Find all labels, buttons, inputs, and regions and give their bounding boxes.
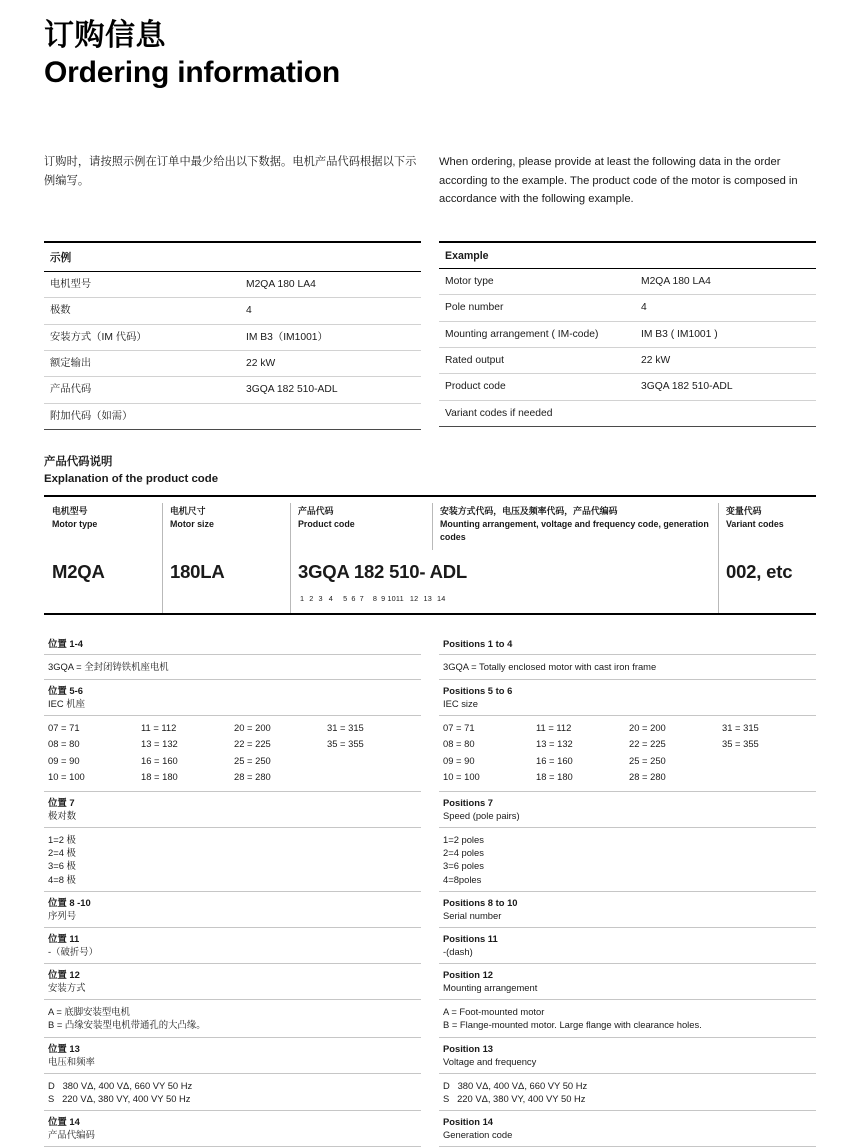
code-col-1-en: Motor size <box>170 518 282 531</box>
position-detail-list <box>44 1000 421 1038</box>
position-detail-grid <box>439 716 816 792</box>
iec-size-column <box>48 720 141 786</box>
position-detail-group <box>439 1038 816 1112</box>
position-detail-title <box>44 680 421 715</box>
position-detail-group <box>439 892 816 928</box>
position-subtitle: 序列号 <box>48 910 421 923</box>
position-detail-group <box>44 964 421 1038</box>
position-number: 6 <box>351 595 355 602</box>
position-detail-group <box>44 633 421 681</box>
position-details-zh <box>44 633 421 1147</box>
code-value-4-spacer <box>726 595 804 613</box>
position-detail-body <box>439 655 816 680</box>
table-cell-value: 4 <box>246 304 421 317</box>
product-code-value: 3GQA 182 510- ADL <box>298 563 710 582</box>
intro-section <box>44 153 816 207</box>
table-row <box>439 374 816 400</box>
code-value-motor-type <box>44 563 162 613</box>
iec-size-entry: 08 = 80 <box>443 736 536 752</box>
position-number: 9 <box>381 595 385 602</box>
position-label: Positions 7 <box>443 797 493 808</box>
position-number: 2 <box>309 595 313 602</box>
example-table-zh <box>44 241 421 430</box>
example-table-en-body <box>439 269 816 427</box>
position-detail-list <box>44 1074 421 1112</box>
code-col-2-zh: 产品代码 <box>298 505 424 518</box>
position-detail-title <box>44 792 421 827</box>
position-subtitle: 安装方式 <box>48 982 421 995</box>
position-number: 10 <box>387 595 396 602</box>
code-col-4-en: Variant codes <box>726 518 804 531</box>
iec-size-entry: 09 = 90 <box>443 753 536 769</box>
table-row <box>439 322 816 348</box>
iec-size-entry: 20 = 200 <box>234 720 327 736</box>
table-cell-label: 安装方式（IM 代码） <box>50 331 246 344</box>
iec-size-grid <box>44 716 421 791</box>
position-subtitle: Generation code <box>443 1129 816 1142</box>
code-value-1: 180LA <box>170 563 282 582</box>
position-number: 7 <box>360 595 364 602</box>
table-cell-value: 22 kW <box>641 354 816 367</box>
position-detail-group <box>44 792 421 892</box>
position-detail-title <box>44 928 421 963</box>
table-cell-label: 极数 <box>50 304 246 317</box>
position-label: Positions 11 <box>443 933 498 944</box>
iec-size-column <box>629 720 722 786</box>
code-col-4-zh: 变量代码 <box>726 505 804 518</box>
iec-size-column <box>327 720 420 786</box>
table-cell-value <box>641 407 816 420</box>
position-detail-list <box>439 828 816 892</box>
position-detail-list <box>439 1074 816 1112</box>
position-number: 11 <box>396 595 404 602</box>
position-detail-heading <box>44 792 421 828</box>
position-subtitle: Mounting arrangement <box>443 982 816 995</box>
code-value-0: M2QA <box>52 563 154 582</box>
position-detail-title <box>439 1111 816 1146</box>
position-detail-group <box>44 928 421 964</box>
position-subtitle: 极对数 <box>48 810 421 823</box>
code-col-0-en: Motor type <box>52 518 154 531</box>
table-cell-label: Rated output <box>445 354 641 367</box>
table-cell-label: 附加代码（如需） <box>50 410 246 423</box>
position-detail-group <box>44 1038 421 1112</box>
position-detail-lines <box>439 1074 816 1111</box>
product-code-table <box>44 495 816 614</box>
position-number: 1 <box>300 595 304 602</box>
position-number: 4 <box>329 595 333 602</box>
iec-size-entry: 11 = 112 <box>141 720 234 736</box>
example-table-zh-header: 示例 <box>44 243 421 272</box>
position-detail-line: 1=2 poles <box>443 833 816 846</box>
code-column-header-variant <box>718 505 812 544</box>
position-number: 8 <box>373 595 377 602</box>
product-code-header-row <box>44 497 816 544</box>
iec-size-entry: 25 = 250 <box>629 753 722 769</box>
iec-size-column <box>141 720 234 786</box>
position-detail-group <box>44 1111 421 1147</box>
position-label: 位置 1-4 <box>48 638 83 649</box>
position-numbers <box>298 595 710 613</box>
position-label: 位置 12 <box>48 969 80 980</box>
iec-size-entry: 09 = 90 <box>48 753 141 769</box>
code-col-1-zh: 电机尺寸 <box>170 505 282 518</box>
position-number: 12 <box>410 595 419 602</box>
code-value-1-spacer <box>170 595 282 613</box>
position-detail-lines <box>439 1000 816 1037</box>
table-cell-value: 4 <box>641 301 816 314</box>
position-detail-line: 4=8poles <box>443 873 816 886</box>
position-detail-heading <box>439 1111 816 1147</box>
iec-size-entry: 20 = 200 <box>629 720 722 736</box>
position-detail-line: D 380 VΔ, 400 VΔ, 660 VY 50 Hz <box>443 1079 816 1092</box>
code-col-3-zh: 安装方式代码，电压及频率代码，产品代编码 <box>440 505 710 518</box>
position-detail-text: 3GQA = Totally enclosed motor with cast iron frame <box>439 655 816 679</box>
table-cell-label: Mounting arrangement ( IM-code) <box>445 328 641 341</box>
position-detail-line: 4=8 极 <box>48 873 421 886</box>
position-detail-heading <box>44 633 421 656</box>
table-cell-value <box>246 410 421 423</box>
position-detail-heading <box>44 1111 421 1147</box>
position-label: Positions 1 to 4 <box>443 638 512 649</box>
iec-size-entry: 22 = 225 <box>234 736 327 752</box>
iec-size-entry: 10 = 100 <box>48 769 141 785</box>
iec-size-entry <box>327 753 420 769</box>
position-detail-title <box>439 928 816 963</box>
iec-size-entry: 28 = 280 <box>629 769 722 785</box>
code-value-4: 002, etc <box>726 563 804 582</box>
intro-paragraph-zh: 订购时，请按照示例在订单中最少给出以下数据。电机产品代码根据以下示例编写。 <box>44 153 421 207</box>
position-detail-group <box>439 1111 816 1147</box>
position-detail-heading <box>44 964 421 1000</box>
iec-size-entry: 10 = 100 <box>443 769 536 785</box>
position-details <box>44 633 816 1147</box>
position-detail-lines <box>44 828 421 891</box>
intro-paragraph-en: When ordering, please provide at least the following data in the order according to the example. The product code of the motor is composed in accordance with the following example. <box>439 153 816 207</box>
position-detail-line: 3=6 poles <box>443 859 816 872</box>
code-value-product-code <box>290 563 718 613</box>
table-row <box>44 325 421 351</box>
position-label: Positions 5 to 6 <box>443 685 512 696</box>
position-detail-heading <box>439 633 816 656</box>
iec-size-entry: 13 = 132 <box>141 736 234 752</box>
position-detail-heading <box>44 1038 421 1074</box>
position-subtitle: 电压和频率 <box>48 1056 421 1069</box>
table-cell-value: 22 kW <box>246 357 421 370</box>
position-detail-title <box>439 892 816 927</box>
iec-size-entry: 22 = 225 <box>629 736 722 752</box>
position-detail-title <box>44 1038 421 1073</box>
iec-size-entry: 28 = 280 <box>234 769 327 785</box>
position-detail-list <box>44 828 421 892</box>
position-detail-line: 1=2 极 <box>48 833 421 846</box>
code-column-header-motor-size <box>162 505 290 544</box>
iec-size-entry: 18 = 180 <box>536 769 629 785</box>
position-detail-title <box>44 1111 421 1146</box>
position-label: 位置 5-6 <box>48 685 83 696</box>
position-detail-heading <box>44 680 421 716</box>
section-heading-en: Explanation of the product code <box>44 471 816 488</box>
table-cell-label: Pole number <box>445 301 641 314</box>
position-detail-lines <box>44 1074 421 1111</box>
position-detail-line: A = 底脚安装型电机 <box>48 1005 421 1018</box>
table-cell-value: M2QA 180 LA4 <box>246 278 421 291</box>
table-cell-value: 3GQA 182 510-ADL <box>641 380 816 393</box>
position-subtitle: Voltage and frequency <box>443 1056 816 1069</box>
section-heading-zh: 产品代码说明 <box>44 454 816 471</box>
iec-size-column <box>536 720 629 786</box>
position-subtitle: Speed (pole pairs) <box>443 810 816 823</box>
position-detail-line: B = Flange-mounted motor. Large flange with clearance holes. <box>443 1018 816 1031</box>
code-col-0-zh: 电机型号 <box>52 505 154 518</box>
code-column-header-motor-type <box>44 505 162 544</box>
position-number: 5 <box>343 595 347 602</box>
position-detail-title <box>44 892 421 927</box>
table-cell-label: 额定输出 <box>50 357 246 370</box>
position-detail-lines <box>44 1000 421 1037</box>
position-detail-title <box>44 633 421 655</box>
table-cell-value: M2QA 180 LA4 <box>641 275 816 288</box>
position-label: 位置 7 <box>48 797 75 808</box>
position-detail-body <box>44 655 421 680</box>
position-subtitle: IEC 机座 <box>48 698 421 711</box>
position-detail-heading <box>439 964 816 1000</box>
position-subtitle: Serial number <box>443 910 816 923</box>
iec-size-entry: 31 = 315 <box>722 720 815 736</box>
position-detail-heading <box>439 892 816 928</box>
iec-size-entry: 16 = 160 <box>536 753 629 769</box>
position-detail-grid <box>44 716 421 792</box>
code-value-variant <box>718 563 812 613</box>
position-label: Position 12 <box>443 969 493 980</box>
position-number: 3 <box>319 595 323 602</box>
page-title-zh: 订购信息 <box>44 18 816 53</box>
position-detail-group <box>439 964 816 1038</box>
example-tables <box>44 241 816 430</box>
page-title <box>44 18 816 91</box>
code-value-motor-size <box>162 563 290 613</box>
table-row <box>44 377 421 403</box>
position-detail-title <box>439 633 816 655</box>
iec-size-entry: 16 = 160 <box>141 753 234 769</box>
table-row <box>439 295 816 321</box>
section-heading <box>44 454 816 488</box>
iec-size-column <box>722 720 815 786</box>
iec-size-entry: 25 = 250 <box>234 753 327 769</box>
position-detail-group <box>44 680 421 792</box>
position-detail-heading <box>44 928 421 964</box>
position-label: 位置 13 <box>48 1043 80 1054</box>
iec-size-entry: 31 = 315 <box>327 720 420 736</box>
position-detail-title <box>439 792 816 827</box>
iec-size-grid <box>439 716 816 791</box>
example-table-zh-body <box>44 272 421 430</box>
position-detail-heading <box>439 792 816 828</box>
position-number: 14 <box>437 595 446 602</box>
position-number: 13 <box>423 595 432 602</box>
table-row <box>44 404 421 430</box>
iec-size-entry: 07 = 71 <box>48 720 141 736</box>
table-cell-label: Variant codes if needed <box>445 407 641 420</box>
position-detail-line: A = Foot-mounted motor <box>443 1005 816 1018</box>
position-subtitle: IEC size <box>443 698 816 711</box>
table-cell-value: IM B3（IM1001） <box>246 331 421 344</box>
position-detail-line: S 220 VΔ, 380 VY, 400 VY 50 Hz <box>443 1092 816 1105</box>
position-detail-group <box>439 792 816 892</box>
iec-size-entry <box>722 753 815 769</box>
position-detail-lines <box>439 828 816 891</box>
iec-size-entry: 08 = 80 <box>48 736 141 752</box>
iec-size-entry <box>722 769 815 785</box>
position-subtitle: -（破折号） <box>48 946 421 959</box>
iec-size-entry: 35 = 355 <box>722 736 815 752</box>
example-table-en-header: Example <box>439 243 816 269</box>
position-label: Position 13 <box>443 1043 493 1054</box>
table-row <box>44 298 421 324</box>
position-detail-group <box>44 892 421 928</box>
table-cell-label: Product code <box>445 380 641 393</box>
iec-size-column <box>443 720 536 786</box>
position-detail-title <box>439 1038 816 1073</box>
code-column-header-mounting <box>432 505 718 544</box>
table-cell-label: Motor type <box>445 275 641 288</box>
position-detail-line: D 380 VΔ, 400 VΔ, 660 VY 50 Hz <box>48 1079 421 1092</box>
table-row <box>44 272 421 298</box>
position-label: 位置 14 <box>48 1116 80 1127</box>
position-detail-group <box>439 928 816 964</box>
table-cell-value: 3GQA 182 510-ADL <box>246 383 421 396</box>
code-value-0-spacer <box>52 595 154 613</box>
table-cell-value: IM B3 ( IM1001 ) <box>641 328 816 341</box>
table-cell-label: 产品代码 <box>50 383 246 396</box>
position-subtitle: 产品代编码 <box>48 1129 421 1142</box>
position-detail-heading <box>439 1038 816 1074</box>
code-column-header-product-code <box>290 505 432 544</box>
iec-size-entry: 18 = 180 <box>141 769 234 785</box>
position-detail-heading <box>439 928 816 964</box>
iec-size-entry: 07 = 71 <box>443 720 536 736</box>
position-subtitle: -(dash) <box>443 946 816 959</box>
product-code-value-row <box>44 563 816 613</box>
position-detail-heading <box>439 680 816 716</box>
position-details-en <box>439 633 816 1147</box>
position-detail-text: 3GQA = 全封闭铸铁机座电机 <box>44 655 421 679</box>
position-detail-line: 2=4 poles <box>443 846 816 859</box>
iec-size-column <box>234 720 327 786</box>
position-detail-group <box>439 680 816 792</box>
table-row <box>439 401 816 427</box>
position-detail-line: 3=6 极 <box>48 859 421 872</box>
position-label: Position 14 <box>443 1116 493 1127</box>
table-row <box>439 348 816 374</box>
position-detail-title <box>439 680 816 715</box>
position-detail-title <box>439 964 816 999</box>
code-col-2-en: Product code <box>298 518 424 531</box>
position-detail-title <box>44 964 421 999</box>
iec-size-entry: 35 = 355 <box>327 736 420 752</box>
position-label: 位置 11 <box>48 933 79 944</box>
example-table-en <box>439 241 816 430</box>
page-title-en: Ordering information <box>44 55 816 91</box>
table-cell-label: 电机型号 <box>50 278 246 291</box>
position-detail-line: S 220 VΔ, 380 VY, 400 VY 50 Hz <box>48 1092 421 1105</box>
position-label: 位置 8 -10 <box>48 897 91 908</box>
iec-size-entry: 11 = 112 <box>536 720 629 736</box>
position-detail-group <box>439 633 816 681</box>
iec-size-entry <box>327 769 420 785</box>
position-detail-heading <box>44 892 421 928</box>
table-row <box>44 351 421 377</box>
position-detail-list <box>439 1000 816 1038</box>
position-detail-line: B = 凸缘安装型电机带通孔的大凸缘。 <box>48 1018 421 1031</box>
iec-size-entry: 13 = 132 <box>536 736 629 752</box>
position-label: Positions 8 to 10 <box>443 897 518 908</box>
table-row <box>439 269 816 295</box>
position-detail-line: 2=4 极 <box>48 846 421 859</box>
code-col-3-en: Mounting arrangement, voltage and frequency code, generation codes <box>440 518 710 544</box>
